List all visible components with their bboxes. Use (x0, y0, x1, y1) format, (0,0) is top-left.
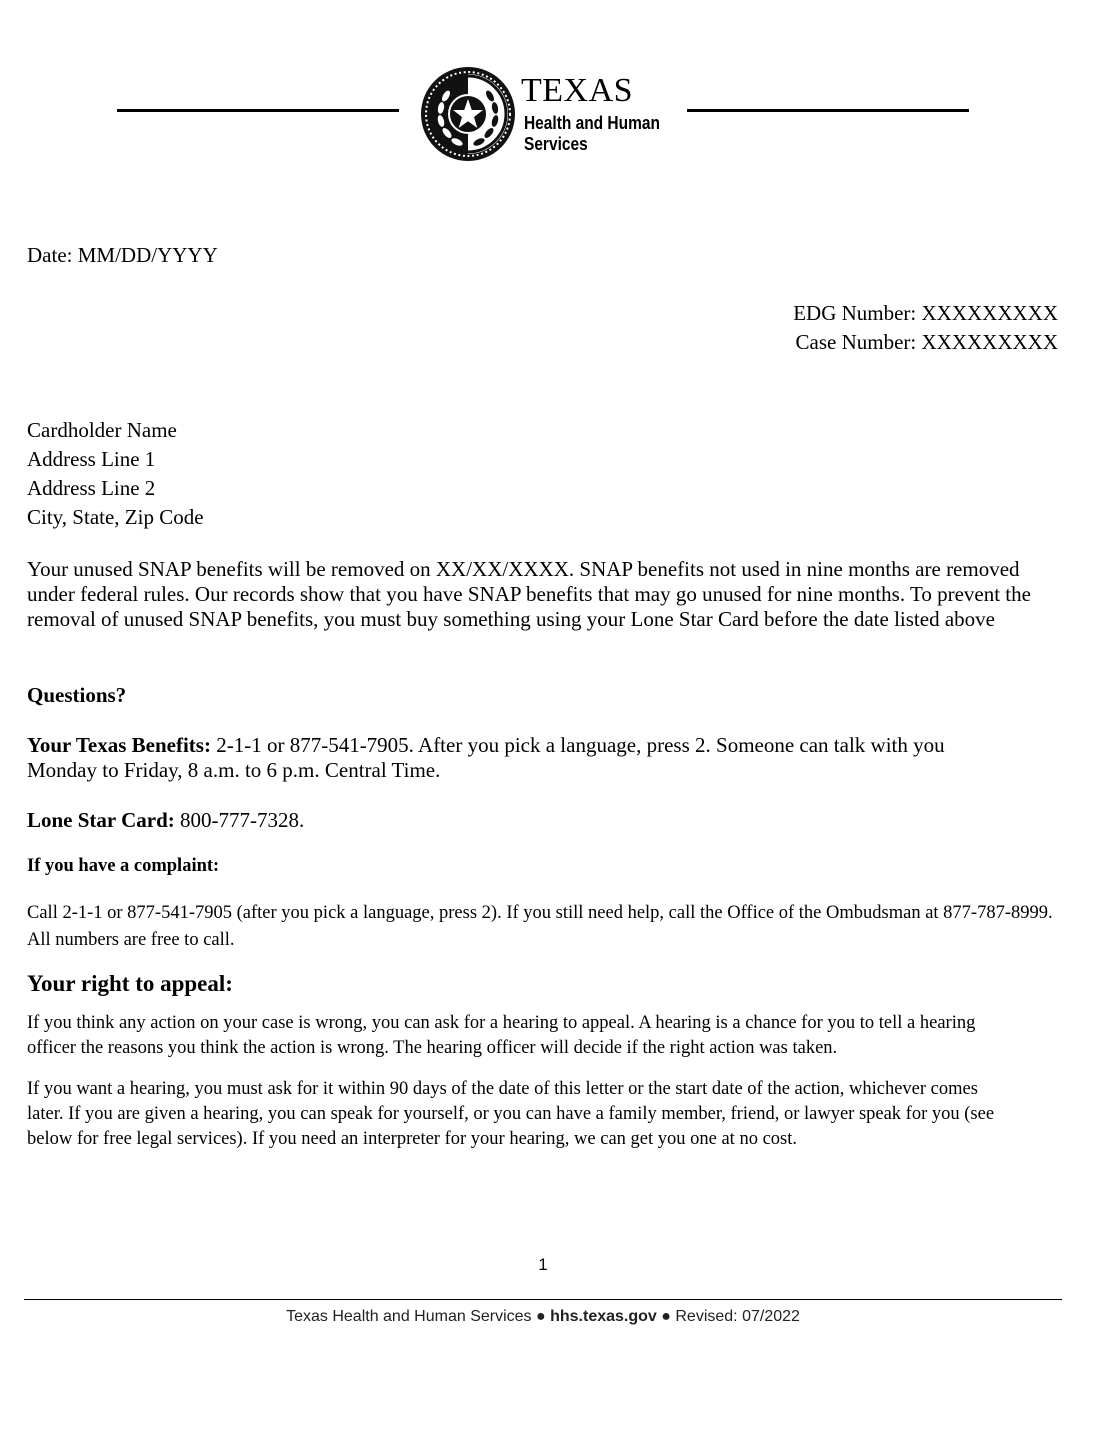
appeal-heading: Your right to appeal: (27, 971, 233, 996)
city-state-zip: City, State, Zip Code (27, 505, 204, 529)
header-rule-left (117, 109, 399, 112)
logo-subtitle-line1: Health and Human (524, 113, 660, 133)
texas-benefits-text: 2-1-1 or 877-541-7905. After you pick a language, press 2. Someone can talk with you Monday to Friday, 8 a.m. to 6 p.m. Central Time. (27, 733, 945, 782)
complaint-paragraph: Call 2-1-1 or 877-541-7905 (after you pick a language, press 2). If you still need help, call the Office of the Ombudsman at 877-787-8999. All numbers are free to call. (27, 903, 1053, 950)
address-block (27, 416, 204, 532)
lone-star-card-paragraph (27, 808, 1072, 833)
cardholder-name: Cardholder Name (27, 418, 177, 442)
logo-subtitle-line2: Services (524, 134, 588, 154)
intro-paragraph: Your unused SNAP benefits will be removed on XX/XX/XXXX. SNAP benefits not used in nine months are removed under federal rules. Our records show that you have SNAP benefits that may go unused for nine months. To prevent the removal of unused SNAP benefits, you must buy something using your Lone Star Card before the date listed above (27, 557, 1031, 631)
footer-bullet-2: ● (656, 1308, 676, 1325)
logo-title: TEXAS (521, 72, 634, 109)
header-rule-right (687, 109, 969, 112)
footer-website-link[interactable]: hhs.texas.gov (550, 1308, 657, 1325)
lone-star-card-label: Lone Star Card: (27, 808, 175, 832)
footer-rule (24, 1299, 1062, 1300)
lone-star-card-text: 800-777-7328. (174, 808, 305, 832)
texas-benefits-paragraph (27, 733, 1007, 783)
letter-date: Date: MM/DD/YYYY (27, 243, 218, 267)
questions-heading: Questions? (27, 683, 127, 707)
appeal-paragraph-2: If you want a hearing, you must ask for it within 90 days of the date of this letter or the start date of the action, whichever comes later. If you are given a hearing, you can speak for yourself, or you can have a family member, friend, or lawyer speak for you (see below for free legal services). If you need an interpreter for your hearing, we can get you one at no cost. (27, 1079, 995, 1149)
case-number: Case Number: XXXXXXXXX (795, 330, 1058, 354)
complaint-heading: If you have a complaint: (27, 856, 220, 876)
address-line-2: Address Line 2 (27, 476, 156, 500)
page-number: 1 (538, 1255, 548, 1274)
footer-bullet-1: ● (531, 1308, 551, 1325)
texas-seal-star-icon (420, 66, 516, 162)
footer-org: Texas Health and Human Services (286, 1308, 532, 1325)
logo-subtitle (524, 113, 660, 155)
footer (0, 1308, 1086, 1326)
appeal-paragraph-1: If you think any action on your case is wrong, you can ask for a hearing to appeal. A hearing is a chance for you to tell a hearing officer the reasons you think the action is wrong. The hearing officer will decide if the right action was taken. (27, 1013, 976, 1058)
edg-number: EDG Number: XXXXXXXXX (793, 301, 1058, 325)
footer-revised: Revised: 07/2022 (675, 1308, 800, 1325)
address-line-1: Address Line 1 (27, 447, 156, 471)
texas-benefits-label: Your Texas Benefits: (27, 733, 211, 757)
